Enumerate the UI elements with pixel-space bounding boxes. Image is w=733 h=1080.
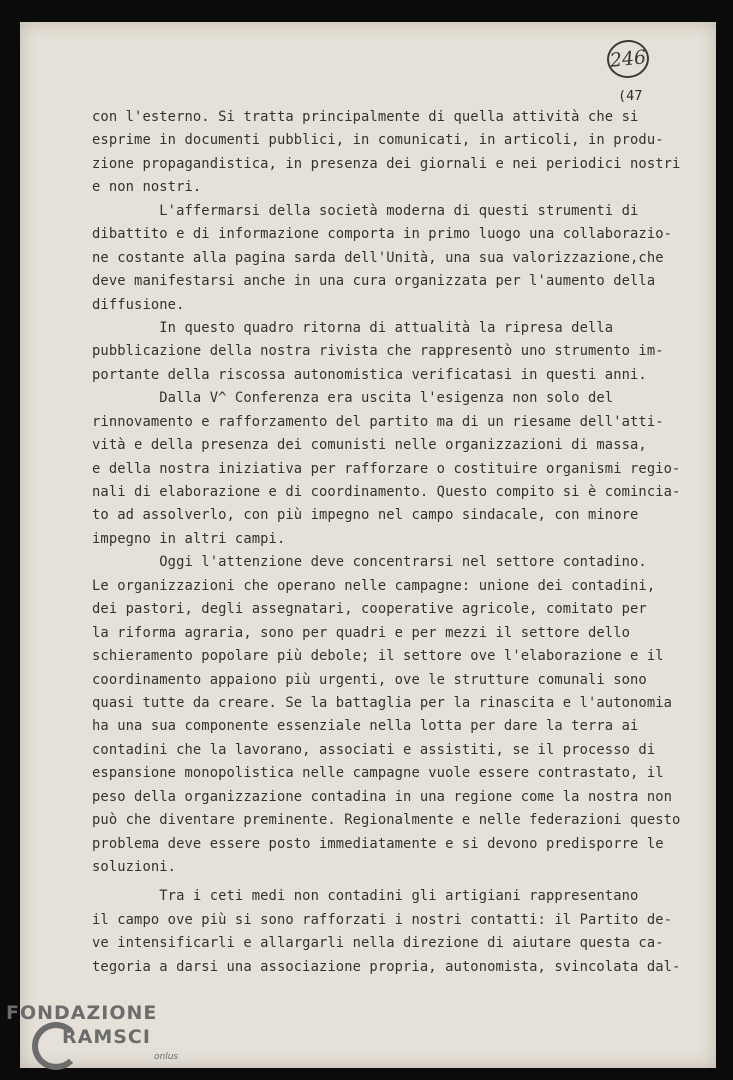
- text-line: tegoria a darsi una associazione propria, autonomista, svincolata dal-: [92, 958, 681, 975]
- text-line: con l'esterno. Si tratta principalmente di quella attività che si: [92, 109, 639, 125]
- text-line: vità e della presenza dei comunisti nelle organizzazioni di massa,: [92, 437, 647, 454]
- text-line: impegno in altri campi.: [92, 530, 286, 547]
- text-line: la riforma agraria, sono per quadri e per mezzi il settore dello: [92, 624, 631, 641]
- text-line: rinnovamento e rafforzamento del partito ma di un riesame dell'atti-: [92, 413, 664, 430]
- text-line: schieramento popolare più debole; il settore ove l'elaborazione e il: [92, 648, 664, 665]
- text-line: e non nostri.: [92, 179, 202, 196]
- watermark-line2: RAMSCI: [62, 1026, 151, 1048]
- text-line: to ad assolverlo, con più impegno nel campo sindacale, con minore: [92, 507, 639, 524]
- page-number: (47: [618, 88, 643, 104]
- text-line: peso della organizzazione contadina in una regione come la nostra non: [92, 788, 673, 805]
- text-line: contadini che la lavorano, associati e assistiti, se il processo di: [92, 741, 656, 758]
- text-line: soluzioni.: [92, 859, 177, 875]
- text-line: ve intensificarli e allargarli nella direzione di aiutare questa ca-: [92, 935, 664, 952]
- text-line: dibattito e di informazione comporta in primo luogo una collaborazio-: [92, 226, 673, 243]
- document-page: [20, 22, 716, 1068]
- text-line: portante della riscossa autonomistica verificatasi in questi anni.: [92, 366, 647, 383]
- text-line: Tra i ceti medi non contadini gli artigiani rappresentano: [92, 888, 639, 905]
- text-line: ha una sua componente essenziale nella lotta per dare la terra ai: [92, 718, 639, 735]
- text-line: In questo quadro ritorna di attualità la ripresa della: [92, 319, 614, 336]
- document-body: [92, 106, 692, 979]
- text-line: può che diventare preminente. Regionalmente e nelle federazioni questo: [92, 812, 681, 829]
- text-line: zione propagandistica, in presenza dei giornali e nei periodici nostri: [92, 155, 681, 172]
- text-line: e della nostra iniziativa per rafforzare o costituire organismi regio-: [92, 460, 681, 477]
- watermark-line1: FONDAZIONE: [6, 1002, 158, 1024]
- text-line: Oggi l'attenzione deve concentrarsi nel settore contadino.: [92, 554, 647, 571]
- text-line: L'affermarsi della società moderna di questi strumenti di: [92, 202, 639, 219]
- archive-number-stamp: 246: [605, 38, 651, 80]
- text-line: il campo ove più si sono rafforzati i nostri contatti: il Partito de-: [92, 911, 673, 928]
- watermark-sub: onlus: [154, 1052, 179, 1062]
- text-line: espansione monopolistica nelle campagne vuole essere contrastato, il: [92, 765, 664, 782]
- text-line: Dalla V^ Conferenza era uscita l'esigenza non solo del: [92, 390, 614, 407]
- text-line: nali di elaborazione e di coordinamento. Questo compito si è comincia-: [92, 484, 681, 500]
- text-line: ne costante alla pagina sarda dell'Unità, una sua valorizzazione,che: [92, 249, 664, 266]
- text-line: esprime in documenti pubblici, in comunicati, in articoli, in produ-: [92, 132, 664, 149]
- text-line: problema deve essere posto immediatamente e si devono predisporre le: [92, 835, 664, 852]
- text-line: pubblicazione della nostra rivista che rappresentò uno strumento im-: [92, 343, 664, 360]
- text-line: coordinamento appaiono più urgenti, ove le strutture comunali sono: [92, 671, 647, 688]
- text-line: dei pastori, degli assegnatari, cooperative agricole, comitato per: [92, 601, 647, 618]
- text-line: Le organizzazioni che operano nelle campagne: unione dei contadini,: [92, 577, 656, 594]
- fondazione-gramsci-watermark: [6, 998, 206, 1076]
- text-line: diffusione.: [92, 296, 185, 313]
- text-line: deve manifestarsi anche in una cura organizzata per l'aumento della: [92, 273, 656, 290]
- text-line: quasi tutte da creare. Se la battaglia per la rinascita e l'autonomia: [92, 694, 673, 711]
